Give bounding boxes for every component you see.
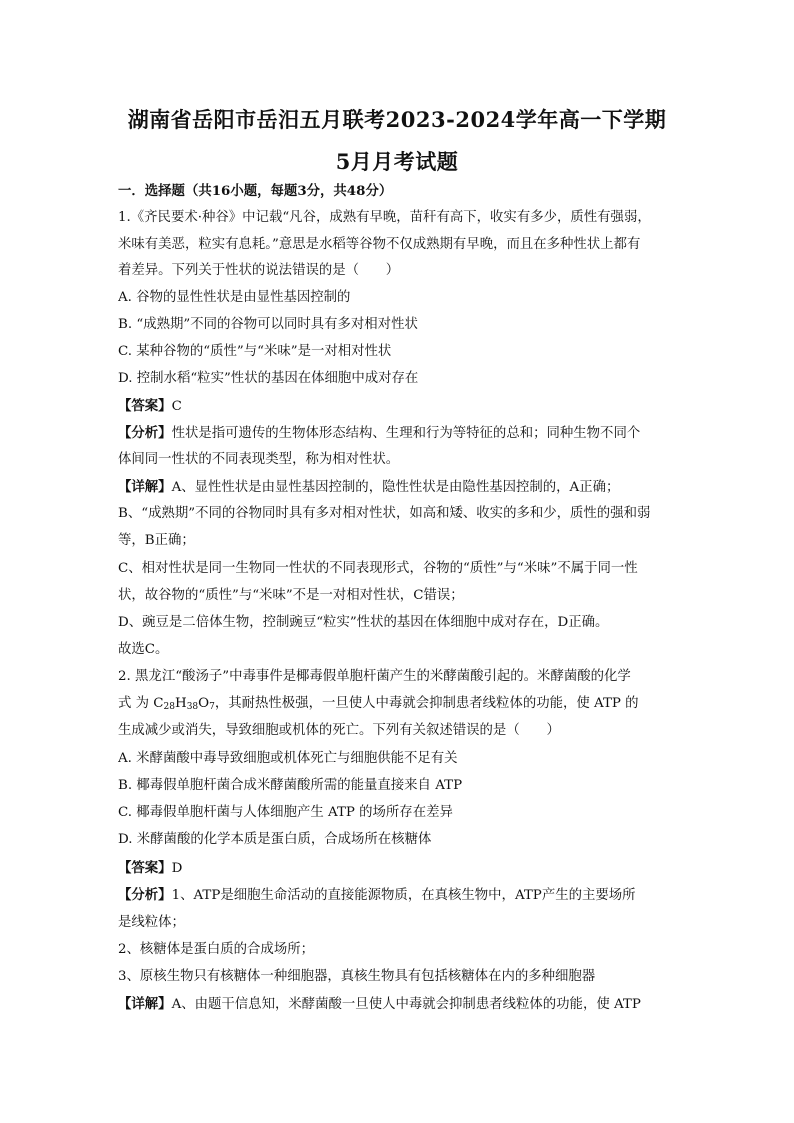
- analysis-label: 【分析】: [118, 425, 172, 441]
- q1-detail-line-1: [118, 478, 678, 497]
- q1-detail-line-2: B、“成熟期”不同的谷物同时具有多对相对性状，如高和矮、收实的多和少，质性的强和弱: [118, 506, 651, 521]
- q2-option-c: C. 椰毒假单胞杆菌与人体细胞产生 ATP 的场所存在差异: [118, 805, 453, 820]
- q1-option-c: C. 某种谷物的“质性”与“米味”是一对相对性状: [118, 344, 392, 359]
- q1-stem-line-2: 米味有美恶，粒实有息耗。”意思是水稻等谷物不仅成熟期有早晚，而且在多种性状上都有: [118, 237, 641, 252]
- answer-value: D: [171, 861, 183, 876]
- q2-option-b: B. 椰毒假单胞杆菌合成米酵菌酸所需的能量直接来自 ATP: [118, 778, 463, 793]
- document-title: 湖南省岳阳市岳汨五月联考2023-2024学年高一下学期: [127, 107, 667, 132]
- q2-answer: [118, 859, 678, 878]
- formula-oxygen: O: [198, 696, 210, 711]
- q2-detail-line-1: [118, 995, 678, 1014]
- q2-stem-line-3: 生成减少或消失，导致细胞或机体的死亡。下列有关叙述错误的是（ ）: [118, 723, 560, 738]
- detail-label: 【详解】: [118, 996, 172, 1012]
- formula-hydrogen-count: 38: [186, 702, 199, 712]
- q1-detail-line-5: 状，故谷物的“质性”与“米味”不是一对相对性状，C错误；: [118, 588, 464, 603]
- answer-value: C: [171, 399, 182, 414]
- q2-analysis-line-2: 是线粒体；: [118, 915, 185, 930]
- q2-analysis-line-4: 3、原核生物只有核糖体一种细胞器，真核生物具有包括核糖体在内的多种细胞器: [118, 969, 596, 984]
- q2-option-d: D. 米酵菌酸的化学本质是蛋白质，合成场所在核糖体: [118, 832, 432, 847]
- q1-detail-line-4: C、相对性状是同一生物同一性状的不同表现形式，谷物的“质性”与“米味”不属于同一性: [118, 561, 638, 576]
- answer-label: 【答案】: [118, 860, 172, 876]
- answer-label: 【答案】: [118, 398, 172, 414]
- q1-stem-line-1: 1.《齐民要术·种谷》中记载“凡谷，成熟有早晚，苗秆有高下，收实有多少，质性有强弱，: [118, 210, 651, 225]
- detail-label: 【详解】: [118, 479, 172, 495]
- q1-detail-line-3: 等，B正确；: [118, 533, 195, 548]
- q1-stem-line-3: 着差异。下列关于性状的说法错误的是（ ）: [118, 263, 400, 278]
- detail-text: A、由题干信息知，米酵菌酸一旦使人中毒就会抑制患者线粒体的功能，使 ATP: [171, 997, 641, 1012]
- q1-conclusion: 故选C。: [118, 642, 169, 657]
- chemical-formula: [153, 696, 215, 711]
- q2-stem-line-2: [118, 695, 678, 716]
- document-subtitle: 5月月考试题: [335, 149, 459, 174]
- section-heading: 一．选择题（共16小题，每题3分，共48分）: [118, 183, 393, 199]
- analysis-label: 【分析】: [118, 887, 172, 903]
- formula-hydrogen: H: [175, 696, 187, 711]
- q1-option-a: A. 谷物的显性性状是由显性基因控制的: [118, 290, 351, 305]
- q2-stem-line-1: 2. 黑龙江“酸汤子”中毒事件是椰毒假单胞杆菌产生的米酵菌酸引起的。米酵菌酸的化学: [118, 669, 631, 684]
- stem-text: ，其耐热性极强，一旦使人中毒就会抑制患者线粒体的功能，使 ATP 的: [214, 696, 639, 711]
- q1-detail-line-6: D、豌豆是二倍体生物，控制豌豆“粒实”性状的基因在体细胞中成对存在，D正确。: [118, 615, 609, 630]
- q2-option-a: A. 米酵菌酸中毒导致细胞或机体死亡与细胞供能不足有关: [118, 751, 458, 766]
- formula-carbon: C: [153, 696, 164, 711]
- q2-analysis-line-3: 2、核糖体是蛋白质的合成场所；: [118, 942, 314, 957]
- formula-oxygen-count: 7: [209, 702, 215, 712]
- formula-prefix: 式 为: [118, 696, 154, 711]
- formula-carbon-count: 28: [163, 702, 175, 712]
- analysis-text: 1、ATP是细胞生命活动的直接能源物质，在真核生物中，ATP产生的主要场所: [171, 888, 636, 903]
- q1-analysis-line-1: [118, 424, 678, 443]
- q1-option-d: D. 控制水稻“粒实”性状的基因在体细胞中成对存在: [118, 371, 419, 386]
- analysis-text: 性状是指可遗传的生物体形态结构、生理和行为等特征的总和；同种生物不同个: [171, 426, 641, 441]
- q1-answer: [118, 397, 678, 416]
- q1-option-b: B. “成熟期”不同的谷物可以同时具有多对相对性状: [118, 317, 418, 332]
- q2-analysis-line-1: [118, 886, 678, 905]
- detail-text: A、显性性状是由显性基因控制的，隐性性状是由隐性基因控制的，A正确；: [171, 480, 620, 495]
- q1-analysis-line-2: 体间同一性状的不同表现类型，称为相对性状。: [118, 452, 400, 467]
